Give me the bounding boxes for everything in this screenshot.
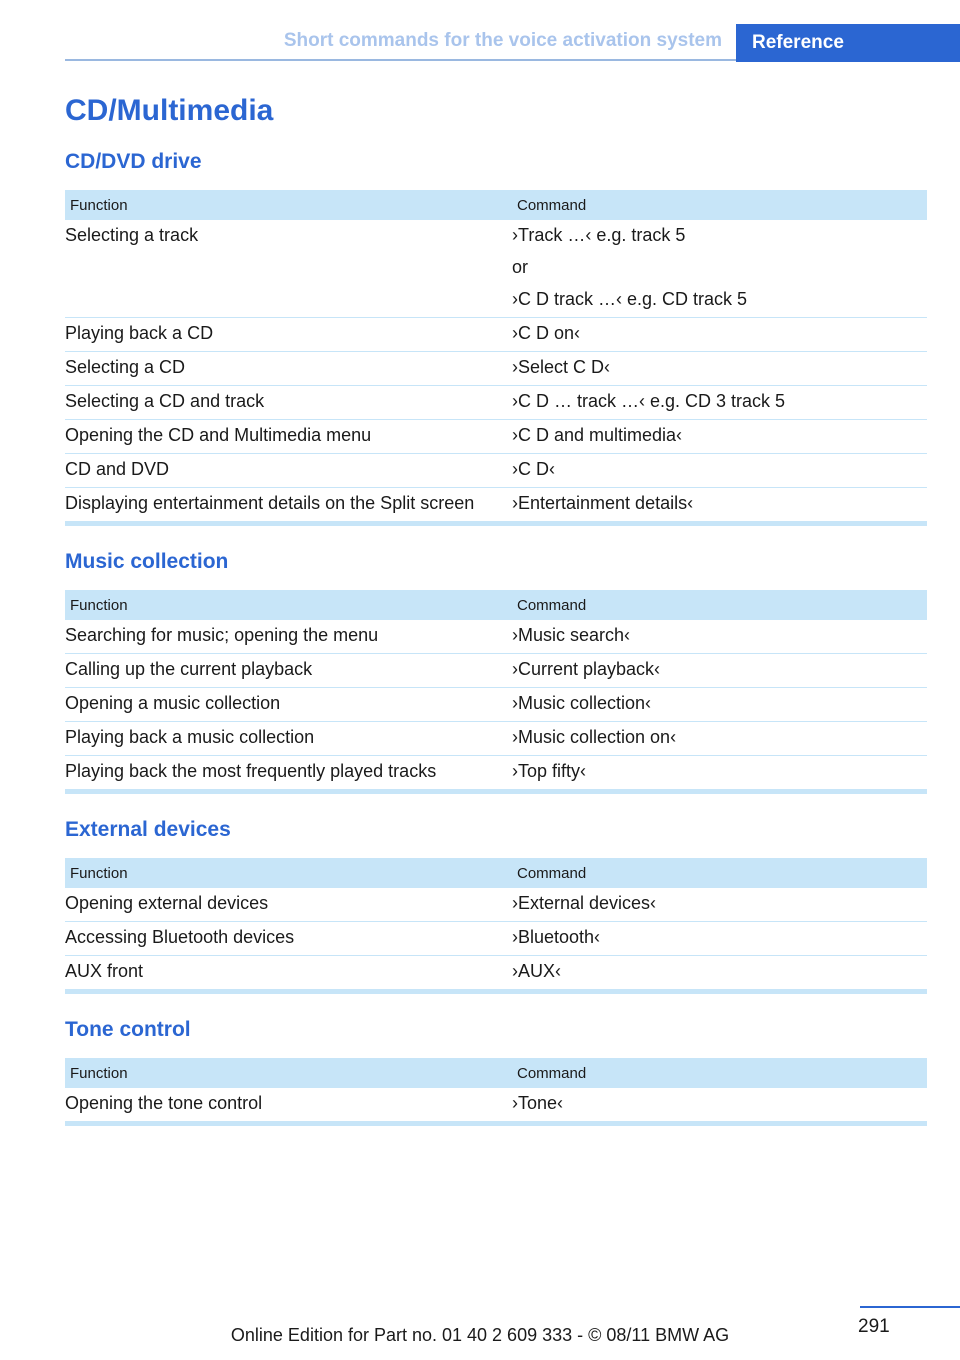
function-cell: Playing back a CD [65, 323, 214, 343]
table-row [65, 220, 927, 318]
table-header [65, 190, 927, 220]
function-cell: Opening the tone control [65, 1093, 263, 1113]
command-text: ›External devices‹ [512, 893, 657, 913]
command-text: ›Music search‹ [512, 625, 631, 645]
function-cell: Opening a music collection [65, 693, 281, 713]
header-command: Command [517, 864, 587, 882]
table-row [65, 688, 927, 722]
command-text: ›Select C D‹ [512, 357, 611, 377]
command-table [65, 590, 927, 794]
command-cell [512, 891, 927, 916]
command-text: ›Music collection on‹ [512, 727, 677, 747]
command-cell [512, 223, 927, 312]
header-command: Command [517, 196, 587, 214]
section-heading: External devices [65, 818, 231, 841]
header-command: Command [517, 596, 587, 614]
command-table [65, 858, 927, 994]
function-cell: Selecting a CD [65, 357, 186, 377]
command-text: ›C D … track …‹ e.g. CD 3 track 5 [512, 391, 786, 411]
header-function: Function [70, 1064, 128, 1082]
command-text: ›AUX‹ [512, 961, 561, 981]
table-row [65, 888, 927, 922]
section-heading: Tone control [65, 1018, 191, 1041]
function-cell: Searching for music; opening the menu [65, 625, 379, 645]
command-text: ›Top fifty‹ [512, 761, 587, 781]
footer-rule [860, 1306, 960, 1308]
function-cell: Opening the CD and Multimedia menu [65, 425, 372, 445]
function-cell: Opening external devices [65, 893, 269, 913]
command-cell [512, 389, 927, 414]
header-function: Function [70, 196, 128, 214]
command-cell [512, 321, 927, 346]
command-text: ›C D and multimedia‹ [512, 425, 683, 445]
command-cell [512, 1091, 927, 1116]
command-text: ›C D track …‹ e.g. CD track 5 [512, 289, 748, 309]
header-section-title: Short commands for the voice activation system [283, 30, 722, 51]
command-cell [512, 759, 927, 784]
table-row [65, 488, 927, 521]
command-cell [512, 491, 927, 516]
function-cell: Accessing Bluetooth devices [65, 927, 295, 947]
command-cell [512, 691, 927, 716]
command-cell [512, 355, 927, 380]
table-row [65, 722, 927, 756]
function-cell: Selecting a CD and track [65, 391, 265, 411]
table-header [65, 1058, 927, 1088]
table-row [65, 1088, 927, 1121]
command-cell [512, 457, 927, 482]
table-row [65, 756, 927, 789]
page-number: 291 [858, 1316, 890, 1337]
header-command: Command [517, 1064, 587, 1082]
command-text: ›Music collection‹ [512, 693, 652, 713]
header-function: Function [70, 596, 128, 614]
header-function: Function [70, 864, 128, 882]
header-rule [65, 59, 736, 61]
function-cell: Selecting a track [65, 225, 199, 245]
command-cell [512, 423, 927, 448]
command-cell [512, 657, 927, 682]
command-table [65, 190, 927, 526]
table-row [65, 420, 927, 454]
table-header [65, 590, 927, 620]
function-cell: Playing back the most frequently played tracks [65, 761, 437, 781]
table-row [65, 318, 927, 352]
command-text: ›C D on‹ [512, 323, 581, 343]
command-table [65, 1058, 927, 1126]
command-text: ›Current playback‹ [512, 659, 661, 679]
function-cell: Playing back a music collection [65, 727, 315, 747]
command-text: ›Bluetooth‹ [512, 927, 601, 947]
section-heading: CD/DVD drive [65, 150, 202, 173]
page-title: CD/Multimedia [65, 94, 274, 127]
table-row [65, 454, 927, 488]
table-row [65, 620, 927, 654]
function-cell: Displaying entertainment details on the Split screen [65, 493, 475, 513]
table-row [65, 352, 927, 386]
page-content [65, 92, 927, 1148]
sections-container [65, 148, 927, 1126]
command-text: ›Entertainment details‹ [512, 493, 694, 513]
command-text: or [512, 257, 529, 277]
table-row [65, 922, 927, 956]
header-reference-tab: Reference [736, 24, 960, 62]
edition-footer: Online Edition for Part no. 01 40 2 609 333 - © 08/11 BMW AG [230, 1325, 730, 1345]
function-cell: CD and DVD [65, 459, 170, 479]
section-heading: Music collection [65, 550, 229, 573]
command-text: ›Track …‹ e.g. track 5 [512, 225, 686, 245]
table-row [65, 386, 927, 420]
table-row [65, 654, 927, 688]
command-cell [512, 623, 927, 648]
command-text: ›C D‹ [512, 459, 555, 479]
command-cell [512, 959, 927, 984]
command-cell [512, 725, 927, 750]
table-header [65, 858, 927, 888]
command-text: ›Tone‹ [512, 1093, 564, 1113]
table-row [65, 956, 927, 989]
function-cell: AUX front [65, 961, 144, 981]
function-cell: Calling up the current playback [65, 659, 313, 679]
command-cell [512, 925, 927, 950]
